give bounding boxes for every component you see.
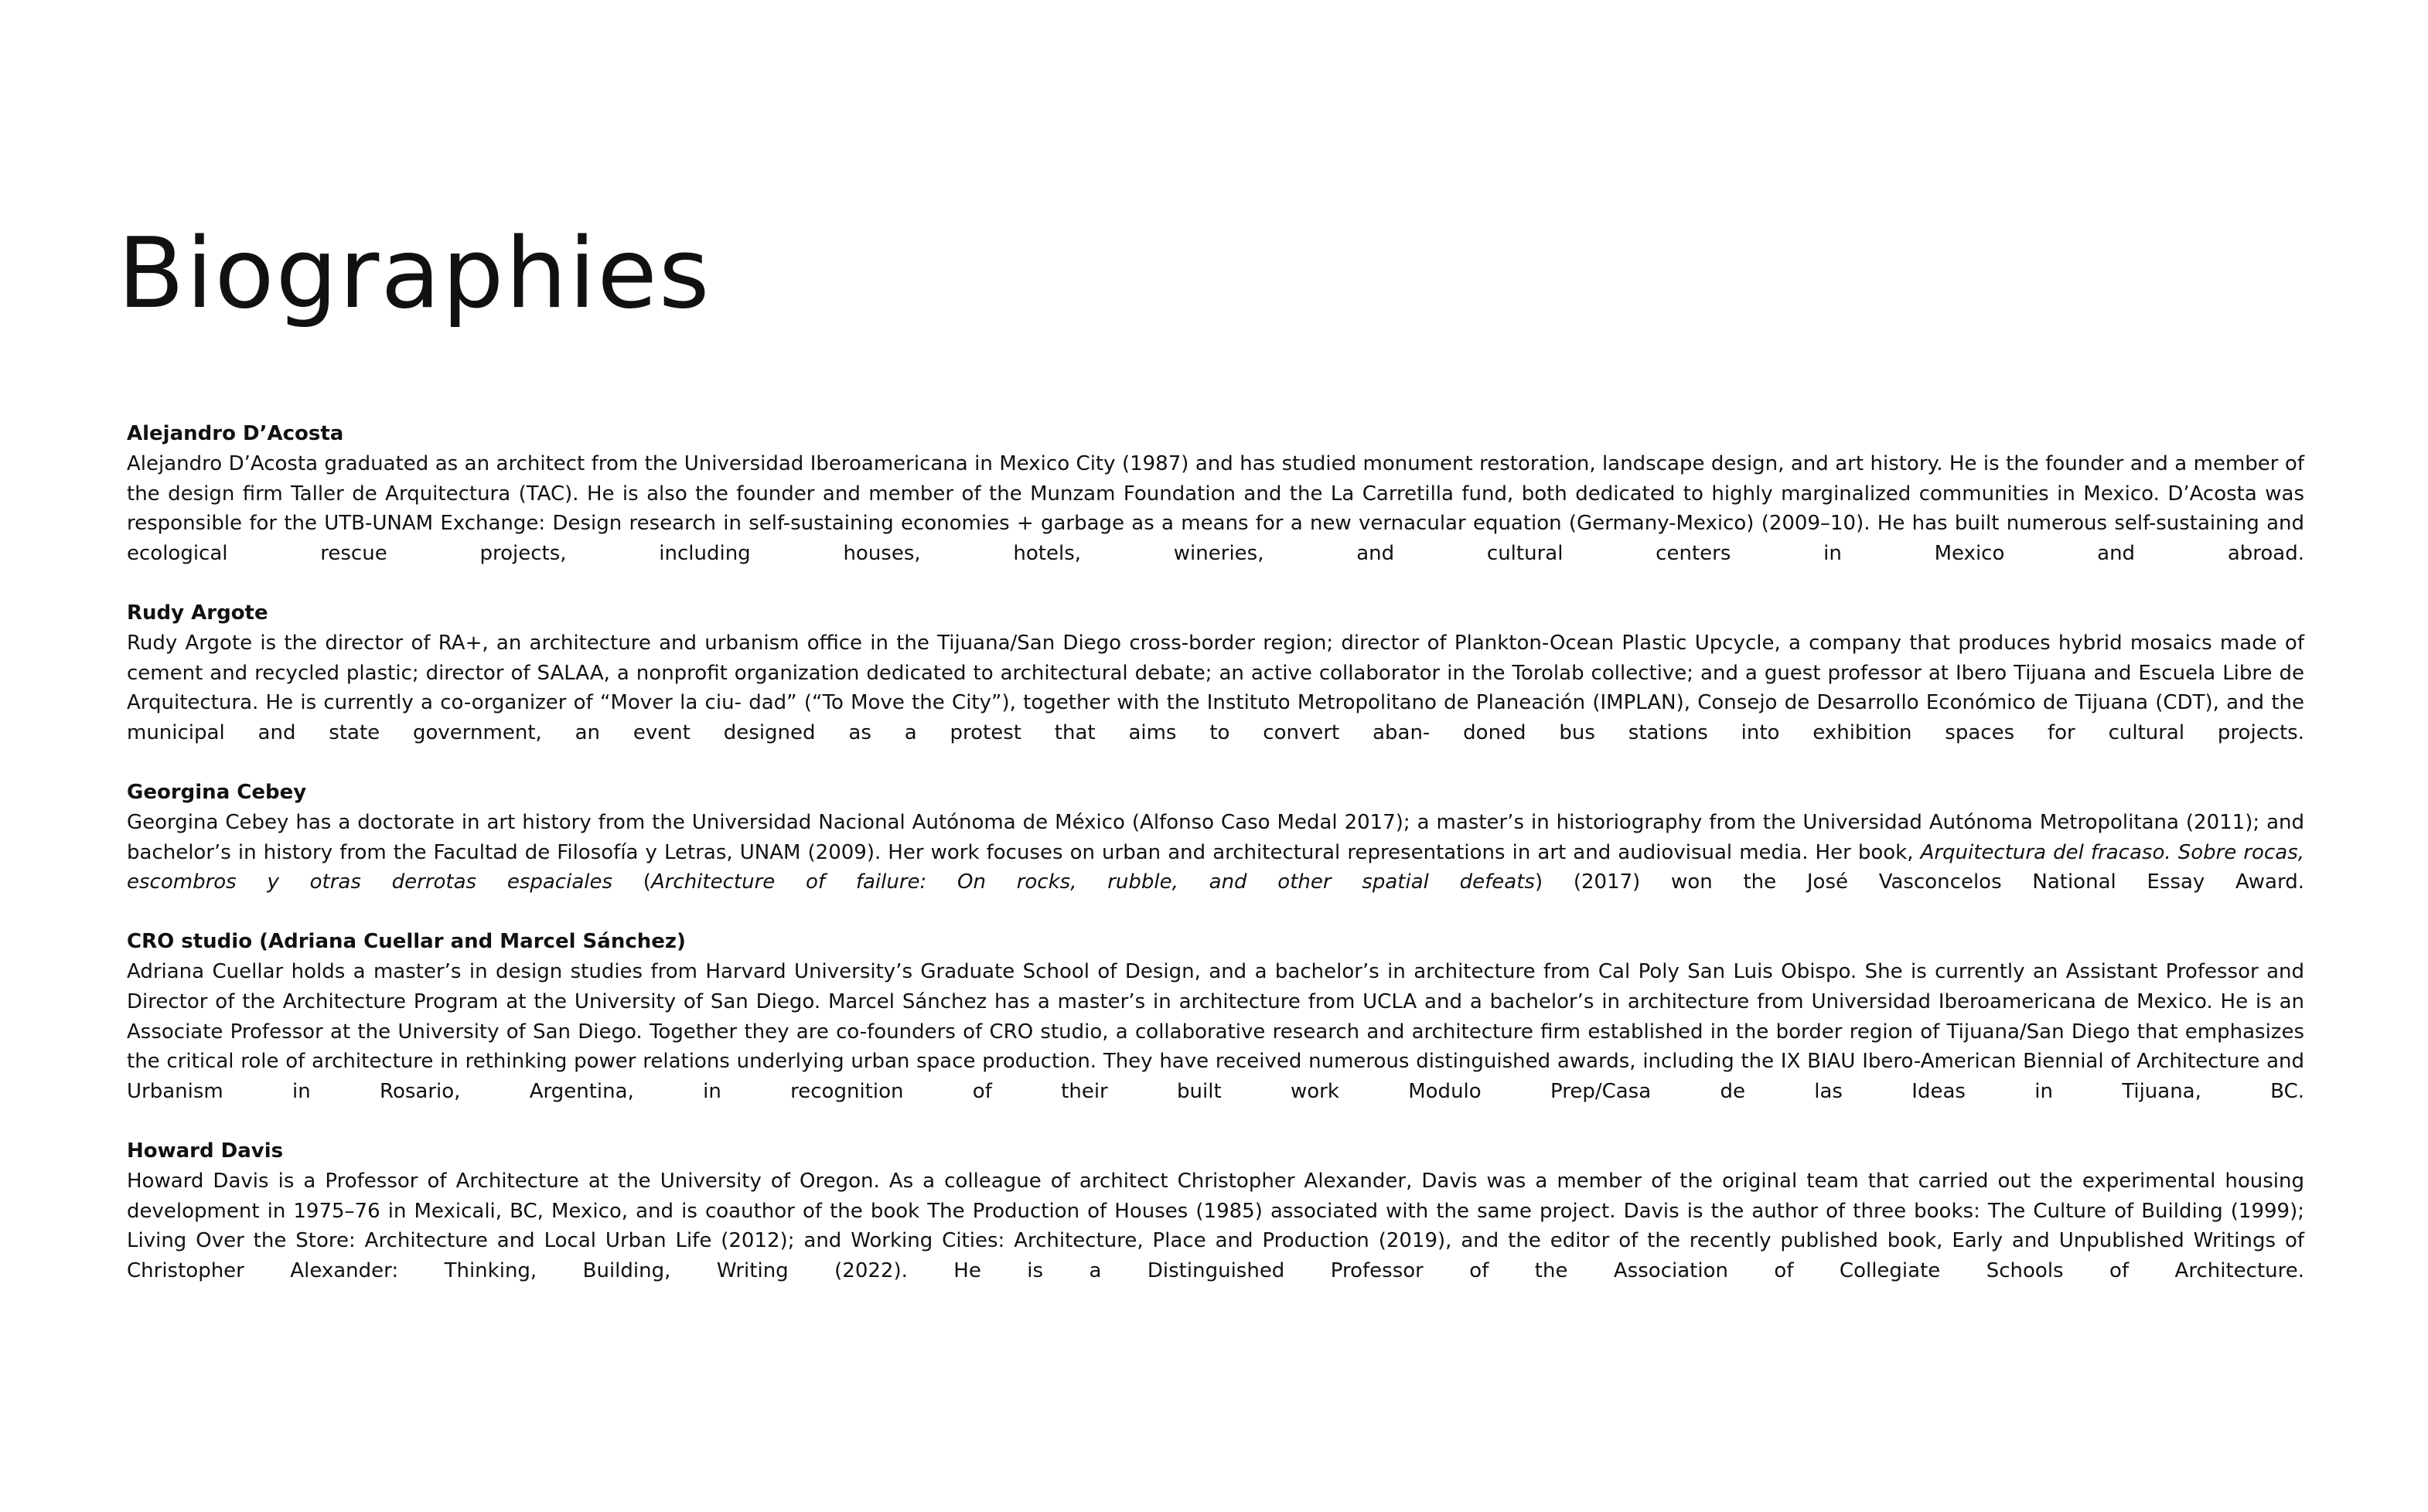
bio-name: Howard Davis bbox=[127, 1139, 284, 1163]
bio-entry-cro-studio bbox=[127, 927, 2304, 1107]
bio-entry-dacosta bbox=[127, 419, 2304, 569]
bio-name: Alejandro D’Acosta bbox=[127, 422, 344, 445]
biography-list bbox=[127, 419, 2304, 1316]
bio-entry-cebey bbox=[127, 778, 2304, 897]
book-title-translation: Architecture of failure: On rocks, rubble, and other spatial defeats bbox=[650, 870, 1535, 894]
page-title: Biographies bbox=[118, 216, 711, 330]
bio-name: CRO studio (Adriana Cuellar and Marcel Sánchez) bbox=[127, 930, 686, 954]
bio-text-part: ( bbox=[612, 870, 651, 894]
bio-text-part: ) (2017) won the José Vasconcelos National Essay Award. bbox=[1534, 870, 2304, 894]
bio-text: Howard Davis is a Professor of Architecture at the University of Oregon. As a colleague of architect Christopher Alexander, Davis was a member of the original team that carried out the experimental housing development in 1975–76 in Mexicali, BC, Mexico, and is coauthor of the book The Production of Houses (1985) associated with the same project. Davis is the author of three books: The Culture of Building (1999); Living Over the Store: Architecture and Local Urban Life (2012); and Working Cities: Architecture, Place and Production (2019), and the editor of the recently published book, Early and Unpublished Writings of Christopher Alexander: Thinking, Building, Writing (2022). He is a Distinguished Professor of the Association of Collegiate Schools of Architecture. bbox=[127, 1169, 2304, 1283]
bio-name: Rudy Argote bbox=[127, 601, 268, 625]
bio-text: Alejandro D’Acosta graduated as an architect from the Universidad Iberoamericana in Mexico City (1987) and has studied monument restoration, landscape design, and art history. He is the founder and a member of the design firm Taller de Arquitectura (TAC). He is also the founder and member of the Munzam Foundation and the La Carretilla fund, both dedicated to highly marginalized communities in Mexico. D’Acosta was responsible for the UTB-UNAM Exchange: Design research in self-sustaining economies + garbage as a means for a new vernacular equation (Germany-Mexico) (2009–10). He has built numerous self-sustaining and ecological rescue projects, including houses, hotels, wineries, and cultural centers in Mexico and abroad. bbox=[127, 451, 2304, 566]
book-title: Arquitectura del fracaso. Sobre rocas, escombros y otras derrotas espaciales bbox=[127, 840, 2305, 894]
bio-text: Rudy Argote is the director of RA+, an architecture and urbanism office in the Tijuana/San Diego cross-border region; director of Plankton-Ocean Plastic Upcycle, a company that produces hybrid mosaics made of cement and recycled plastic; director of SALAA, a nonprofit organization dedicated to architectural debate; an active collaborator in the Torolab collective; and a guest professor at Ibero Tijuana and Escuela Libre de Arquitectura. He is currently a co-organizer of “Mover la ciu- dad” (“To Move the City”), together with the Instituto Metropolitano de Planeación (IMPLAN), Consejo de Desarrollo Económico de Tijuana (CDT), and the municipal and state government, an event designed as a protest that aims to convert aban- doned bus stations into exhibition spaces for cultural projects. bbox=[127, 631, 2304, 745]
bio-entry-davis bbox=[127, 1136, 2304, 1286]
bio-name: Georgina Cebey bbox=[127, 780, 307, 804]
bio-text-part: Georgina Cebey has a doctorate in art history from the Universidad Nacional Autónoma de México (Alfonso Caso Medal 2017); a master’s in historiography from the Universidad Autónoma Metropolitana (2011); and bachelor’s in history from the Facultad de Filosofía y Letras, UNAM (2009). Her work focuses on urban and architectural representations in art and audiovisual media. Her book, bbox=[127, 810, 2304, 864]
bio-text: Adriana Cuellar holds a master’s in design studies from Harvard University’s Graduate School of Design, and a bachelor’s in architecture from Cal Poly San Luis Obispo. She is currently an Assistant Professor and Director of the Architecture Program at the University of San Diego. Marcel Sánchez has a master’s in architecture from UCLA and a bachelor’s in architecture from Universidad Iberoamericana de Mexico. He is an Associate Professor at the University of San Diego. Together they are co-founders of CRO studio, a collaborative research and architecture firm established in the border region of Tijuana/San Diego that emphasizes the critical role of architecture in rethinking power relations underlying urban space production. They have received numerous distinguished awards, including the IX BIAU Ibero-American Biennial of Architecture and Urbanism in Rosario, Argentina, in recognition of their built work Modulo Prep/Casa de las Ideas in Tijuana, BC. bbox=[127, 959, 2304, 1104]
bio-entry-argote bbox=[127, 598, 2304, 748]
bio-text bbox=[127, 808, 2304, 897]
